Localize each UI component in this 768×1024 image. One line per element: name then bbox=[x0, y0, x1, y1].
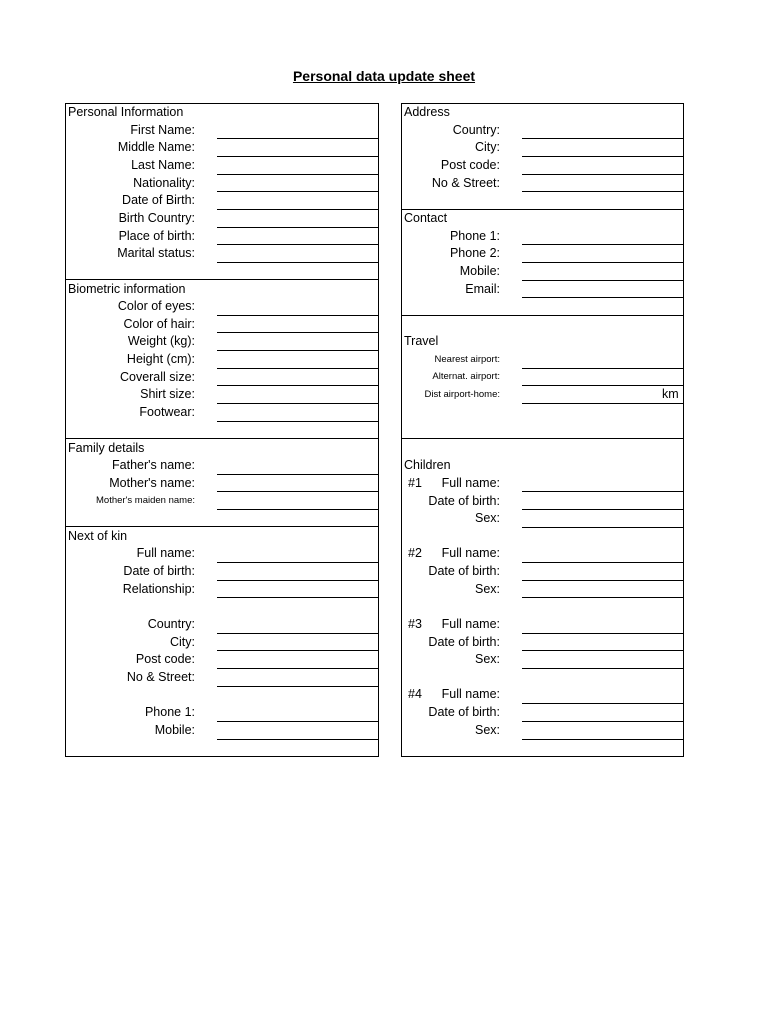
label-color-of-hair: Color of hair: bbox=[123, 317, 195, 331]
section-heading-children: Children bbox=[404, 458, 451, 472]
section-heading-personal: Personal Information bbox=[68, 105, 184, 119]
label-child-3-date-of-birth: Date of birth: bbox=[428, 635, 500, 649]
label-address-country: Country: bbox=[452, 123, 500, 137]
label-kin-city: City: bbox=[170, 635, 195, 649]
label-coverall-size: Coverall size: bbox=[119, 370, 195, 384]
address-post-code-field[interactable] bbox=[522, 174, 683, 175]
child-4-date-of-birth-field[interactable] bbox=[522, 721, 683, 722]
alternate-airport-field[interactable] bbox=[522, 385, 683, 386]
label-kin-date-of-birth: Date of birth: bbox=[123, 564, 195, 578]
label-child-4-date-of-birth: Date of birth: bbox=[428, 705, 500, 719]
child-3-date-of-birth-field[interactable] bbox=[522, 650, 683, 651]
right-form-box bbox=[401, 103, 684, 757]
address-no-street-field[interactable] bbox=[522, 191, 683, 192]
kin-mobile-field[interactable] bbox=[217, 739, 378, 740]
section-divider bbox=[65, 526, 379, 527]
label-address-post-code: Post code: bbox=[440, 158, 500, 172]
contact-phone-2-field[interactable] bbox=[522, 262, 683, 263]
child-2-full-name-field[interactable] bbox=[522, 562, 683, 563]
kin-country-field[interactable] bbox=[217, 633, 378, 634]
label-kin-phone-1: Phone 1: bbox=[144, 705, 195, 719]
label-child-4-sex: Sex: bbox=[474, 723, 500, 737]
section-heading-next-of-kin: Next of kin bbox=[68, 529, 128, 543]
kin-relationship-field[interactable] bbox=[217, 597, 378, 598]
kin-post-code-field[interactable] bbox=[217, 668, 378, 669]
label-address-city: City: bbox=[475, 140, 500, 154]
child-4-full-name-field[interactable] bbox=[522, 703, 683, 704]
label-footwear: Footwear: bbox=[139, 405, 195, 419]
middle-name-field[interactable] bbox=[217, 156, 378, 157]
child-number: #4 bbox=[408, 687, 422, 701]
kin-full-name-field[interactable] bbox=[217, 562, 378, 563]
distance-unit-label: km bbox=[662, 387, 679, 401]
child-number: #3 bbox=[408, 617, 422, 631]
left-form-box bbox=[65, 103, 379, 757]
dist-airport-home-field[interactable] bbox=[522, 403, 683, 404]
label-mothers-maiden-name: Mother's maiden name: bbox=[96, 495, 195, 506]
section-divider bbox=[401, 315, 684, 316]
label-birth-country: Birth Country: bbox=[118, 211, 195, 225]
label-contact-mobile: Mobile: bbox=[459, 264, 500, 278]
child-3-full-name-field[interactable] bbox=[522, 633, 683, 634]
label-child-3-sex: Sex: bbox=[474, 652, 500, 666]
label-marital-status: Marital status: bbox=[117, 246, 195, 260]
label-dist-airport-home: Dist airport-home: bbox=[424, 389, 500, 400]
section-heading-contact: Contact bbox=[404, 211, 448, 225]
label-contact-email: Email: bbox=[465, 282, 500, 296]
height-field[interactable] bbox=[217, 368, 378, 369]
label-child-4-full-name: Full name: bbox=[441, 687, 500, 701]
label-height: Height (cm): bbox=[126, 352, 195, 366]
contact-email-field[interactable] bbox=[522, 297, 683, 298]
label-color-of-eyes: Color of eyes: bbox=[117, 299, 195, 313]
label-nearest-airport: Nearest airport: bbox=[434, 354, 500, 365]
label-first-name: First Name: bbox=[130, 123, 195, 137]
label-kin-mobile: Mobile: bbox=[154, 723, 195, 737]
child-2-sex-field[interactable] bbox=[522, 597, 683, 598]
section-heading-biometric: Biometric information bbox=[68, 282, 186, 296]
section-divider bbox=[401, 438, 684, 439]
contact-phone-1-field[interactable] bbox=[522, 244, 683, 245]
label-kin-no-street: No & Street: bbox=[126, 670, 195, 684]
color-of-eyes-field[interactable] bbox=[217, 315, 378, 316]
label-contact-phone-1: Phone 1: bbox=[449, 229, 500, 243]
label-child-2-full-name: Full name: bbox=[441, 546, 500, 560]
label-contact-phone-2: Phone 2: bbox=[449, 246, 500, 260]
label-kin-relationship: Relationship: bbox=[122, 582, 195, 596]
label-child-3-full-name: Full name: bbox=[441, 617, 500, 631]
child-number: #1 bbox=[408, 476, 422, 490]
label-kin-country: Country: bbox=[147, 617, 195, 631]
first-name-field[interactable] bbox=[217, 138, 378, 139]
label-nationality: Nationality: bbox=[133, 176, 195, 190]
section-divider bbox=[65, 279, 379, 280]
label-place-of-birth: Place of birth: bbox=[118, 229, 195, 243]
weight-field[interactable] bbox=[217, 350, 378, 351]
page-title: Personal data update sheet bbox=[292, 68, 476, 84]
address-country-field[interactable] bbox=[522, 138, 683, 139]
mothers-name-field[interactable] bbox=[217, 491, 378, 492]
label-mothers-name: Mother's name: bbox=[109, 476, 195, 490]
shirt-size-field[interactable] bbox=[217, 403, 378, 404]
marital-status-field[interactable] bbox=[217, 262, 378, 263]
kin-date-of-birth-field[interactable] bbox=[217, 580, 378, 581]
child-2-date-of-birth-field[interactable] bbox=[522, 580, 683, 581]
last-name-field[interactable] bbox=[217, 174, 378, 175]
nearest-airport-field[interactable] bbox=[522, 368, 683, 369]
label-fathers-name: Father's name: bbox=[112, 458, 195, 472]
kin-city-field[interactable] bbox=[217, 650, 378, 651]
section-heading-family: Family details bbox=[68, 441, 145, 455]
address-city-field[interactable] bbox=[522, 156, 683, 157]
section-divider bbox=[65, 438, 379, 439]
label-alternate-airport: Alternat. airport: bbox=[432, 371, 500, 382]
child-1-date-of-birth-field[interactable] bbox=[522, 509, 683, 510]
coverall-size-field[interactable] bbox=[217, 385, 378, 386]
kin-no-street-field[interactable] bbox=[217, 686, 378, 687]
label-date-of-birth: Date of Birth: bbox=[122, 193, 195, 207]
label-shirt-size: Shirt size: bbox=[140, 387, 195, 401]
label-kin-full-name: Full name: bbox=[136, 546, 195, 560]
contact-mobile-field[interactable] bbox=[522, 280, 683, 281]
label-kin-post-code: Post code: bbox=[135, 652, 195, 666]
fathers-name-field[interactable] bbox=[217, 474, 378, 475]
label-child-1-full-name: Full name: bbox=[441, 476, 500, 490]
nationality-field[interactable] bbox=[217, 191, 378, 192]
mothers-maiden-name-field[interactable] bbox=[217, 509, 378, 510]
child-1-sex-field[interactable] bbox=[522, 527, 683, 528]
label-address-no-street: No & Street: bbox=[431, 176, 500, 190]
date-of-birth-field[interactable] bbox=[217, 209, 378, 210]
label-child-1-date-of-birth: Date of birth: bbox=[428, 494, 500, 508]
label-child-2-date-of-birth: Date of birth: bbox=[428, 564, 500, 578]
footwear-field[interactable] bbox=[217, 421, 378, 422]
child-3-sex-field[interactable] bbox=[522, 668, 683, 669]
child-4-sex-field[interactable] bbox=[522, 739, 683, 740]
label-last-name: Last Name: bbox=[131, 158, 195, 172]
label-child-1-sex: Sex: bbox=[474, 511, 500, 525]
place-of-birth-field[interactable] bbox=[217, 244, 378, 245]
color-of-hair-field[interactable] bbox=[217, 332, 378, 333]
section-heading-travel: Travel bbox=[404, 334, 439, 348]
child-number: #2 bbox=[408, 546, 422, 560]
label-middle-name: Middle Name: bbox=[117, 140, 195, 154]
kin-phone-1-field[interactable] bbox=[217, 721, 378, 722]
birth-country-field[interactable] bbox=[217, 227, 378, 228]
child-1-full-name-field[interactable] bbox=[522, 491, 683, 492]
label-child-2-sex: Sex: bbox=[474, 582, 500, 596]
label-weight: Weight (kg): bbox=[127, 334, 195, 348]
section-heading-address: Address bbox=[404, 105, 450, 119]
